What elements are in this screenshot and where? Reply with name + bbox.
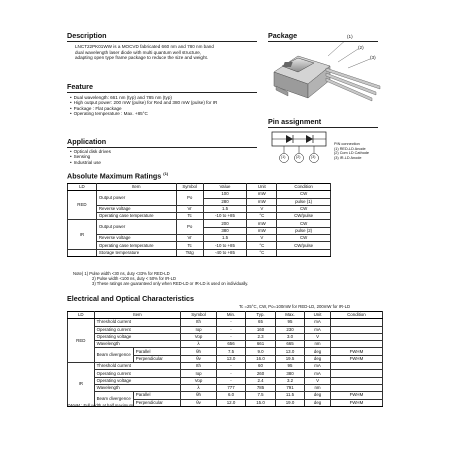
- package-callout-2: (2): [358, 45, 364, 50]
- item-cell: Operating current: [94, 370, 181, 377]
- pin-legend-line: (2) Com LD Cathode: [334, 151, 370, 155]
- min-cell: -: [216, 363, 245, 370]
- description-line: LNCT22PK01WW is a MOCVD fabricated 660 nm and 780 nm band: [75, 44, 214, 49]
- min-cell: 656: [216, 341, 245, 348]
- col-header: Value: [203, 184, 247, 191]
- pin-legend-line: PIN connection: [334, 142, 360, 146]
- symbol-cell: Tstg: [176, 249, 203, 256]
- item-cell: Beam divergence: [94, 348, 133, 363]
- condition-cell: FWHM: [330, 399, 382, 406]
- value-cell: -10 to +85: [203, 242, 247, 249]
- electrical-condition: Tc =25°C, CW, Po=100mW for RED-LD, 200mW for IR-LD: [239, 304, 351, 309]
- min-cell: -: [216, 377, 245, 384]
- typ-cell: 9.0: [246, 348, 275, 355]
- col-header: Unit: [247, 184, 277, 191]
- application-heading: Application: [67, 137, 107, 146]
- condition-cell: pulse (2): [277, 227, 331, 234]
- symbol-cell: Vop: [181, 333, 216, 340]
- unit-cell: °C: [247, 242, 277, 249]
- value-cell: -10 to +85: [203, 213, 247, 220]
- item-cell: Storage temperature: [96, 249, 176, 256]
- note-line: 3) These ratings are guaranteed only when RED-LD or IR-LD is used on individually.: [92, 281, 249, 286]
- unit-cell: V: [247, 235, 277, 242]
- unit-cell: nm: [305, 384, 331, 391]
- abs-max-title: Absolute Maximum Ratings: [67, 171, 162, 181]
- electrical-table: [67, 311, 383, 407]
- condition-cell: [330, 341, 382, 348]
- feature-heading: Feature: [67, 82, 93, 91]
- condition-cell: pulse (1): [277, 198, 331, 205]
- max-cell: 19.5: [275, 355, 305, 362]
- typ-cell: 15.0: [246, 399, 275, 406]
- sub-item-cell: Parallel: [133, 348, 181, 355]
- pin-legend-line: (1) RED-LD Anode: [334, 146, 366, 151]
- item-cell: Threshold current: [94, 363, 181, 370]
- max-cell: 230: [275, 326, 305, 333]
- symbol-cell: Ith: [181, 363, 216, 370]
- item-cell: Reverse voltage: [96, 205, 176, 212]
- abs-max-notes: [73, 271, 248, 286]
- electrical-footnote: FWHM : Full width at half maximum: [67, 403, 134, 408]
- table-row: [68, 235, 331, 242]
- abs-max-header-row: [68, 184, 331, 191]
- typ-cell: 2.3: [246, 333, 275, 340]
- table-row: [68, 348, 383, 355]
- pin-legend-line: (3) IR-LD Anode: [334, 155, 362, 160]
- table-row: [68, 319, 383, 326]
- pin-label-1: (1): [281, 155, 286, 159]
- unit-cell: mA: [305, 363, 331, 370]
- col-header: Symbol: [176, 184, 203, 191]
- pin-label-2: (2): [296, 155, 301, 159]
- symbol-cell: Iop: [181, 326, 216, 333]
- min-cell: -: [216, 319, 245, 326]
- sub-item-cell: Parallel: [133, 392, 181, 399]
- col-header: Condition: [330, 312, 382, 319]
- col-header: Item: [96, 184, 176, 191]
- electrical-header-row: [68, 312, 383, 319]
- symbol-cell: λ: [181, 341, 216, 348]
- col-header: Min.: [216, 312, 245, 319]
- table-row: [68, 191, 331, 198]
- symbol-cell: λ: [181, 384, 216, 391]
- max-cell: 11.5: [275, 392, 305, 399]
- symbol-cell: Po: [176, 191, 203, 206]
- typ-cell: 16.0: [246, 355, 275, 362]
- item-cell: Operating voltage: [94, 333, 181, 340]
- item-cell: Output power: [96, 191, 176, 206]
- symbol-cell: Tc: [176, 213, 203, 220]
- sub-item-cell: Perpendicular: [133, 355, 181, 362]
- typ-cell: 2.4: [246, 377, 275, 384]
- condition-cell: CW: [277, 205, 331, 212]
- min-cell: -: [216, 326, 245, 333]
- description-heading: Description: [67, 31, 107, 40]
- condition-cell: [330, 370, 382, 377]
- max-cell: 3.2: [275, 377, 305, 384]
- pin-legend: [334, 142, 369, 160]
- package-drawing: [268, 42, 390, 112]
- condition-cell: CW/pulse: [277, 242, 331, 249]
- pin-label-3: (3): [311, 155, 316, 159]
- min-cell: 6.0: [216, 392, 245, 399]
- symbol-cell: Vr: [176, 235, 203, 242]
- condition-cell: CW/pulse: [277, 213, 331, 220]
- col-header: LD: [68, 184, 97, 191]
- max-cell: 19.0: [275, 399, 305, 406]
- abs-max-heading: [67, 171, 168, 180]
- condition-cell: [330, 333, 382, 340]
- table-row: [68, 384, 383, 391]
- max-cell: 3.0: [275, 333, 305, 340]
- description-body: [75, 44, 214, 61]
- unit-cell: mW: [247, 227, 277, 234]
- max-cell: 95: [275, 363, 305, 370]
- unit-cell: deg: [305, 392, 331, 399]
- ld-cell: RED: [68, 191, 97, 220]
- feature-item: • High output power: 200 mW (pulse) for Red and 380 mW (pulse) for IR: [70, 100, 217, 105]
- value-cell: 100: [203, 191, 247, 198]
- table-row: [68, 213, 331, 220]
- table-row: [68, 341, 383, 348]
- unit-cell: nm: [305, 341, 331, 348]
- application-item: • Sensing: [70, 154, 111, 159]
- feature-rule: [67, 92, 257, 93]
- symbol-cell: θh: [181, 392, 216, 399]
- application-item: • Industrial use: [70, 160, 111, 165]
- feature-item: • Operating temperature : Max. +85°C: [70, 111, 217, 116]
- item-cell: Output power: [96, 220, 176, 235]
- value-cell: -40 to +85: [203, 249, 247, 256]
- col-header: Condition: [277, 184, 331, 191]
- symbol-cell: Ith: [181, 319, 216, 326]
- item-cell: Operating case temperature: [96, 242, 176, 249]
- item-cell: Operating voltage: [94, 377, 181, 384]
- max-cell: 95: [275, 319, 305, 326]
- sub-item-cell: Perpendicular: [133, 399, 181, 406]
- value-cell: 380: [203, 227, 247, 234]
- unit-cell: mW: [247, 198, 277, 205]
- condition-cell: [330, 326, 382, 333]
- max-cell: 380: [275, 370, 305, 377]
- value-cell: 280: [203, 198, 247, 205]
- value-cell: 200: [203, 220, 247, 227]
- package-heading: Package: [268, 31, 298, 40]
- col-header: LD: [68, 312, 95, 319]
- symbol-cell: Vr: [176, 205, 203, 212]
- symbol-cell: θh: [181, 348, 216, 355]
- typ-cell: 661: [246, 341, 275, 348]
- table-row: [68, 326, 383, 333]
- abs-max-table: [67, 183, 331, 257]
- item-cell: Threshold current: [94, 319, 181, 326]
- min-cell: 7.5: [216, 348, 245, 355]
- condition-cell: [330, 319, 382, 326]
- package-callout-3: (3): [370, 55, 376, 60]
- package-callout-1: (1): [347, 34, 353, 39]
- condition-cell: CW: [277, 220, 331, 227]
- condition-cell: [277, 249, 331, 256]
- table-row: [68, 392, 383, 399]
- item-cell: Operating case temperature: [96, 213, 176, 220]
- typ-cell: 60: [246, 363, 275, 370]
- min-cell: -: [216, 333, 245, 340]
- symbol-cell: Po: [176, 220, 203, 235]
- col-header: Typ.: [246, 312, 275, 319]
- value-cell: 1.5: [203, 205, 247, 212]
- item-cell: Wavelength: [94, 384, 181, 391]
- pin-assignment-heading: Pin assignment: [268, 117, 322, 126]
- max-cell: 791: [275, 384, 305, 391]
- symbol-cell: Vop: [181, 377, 216, 384]
- unit-cell: V: [247, 205, 277, 212]
- condition-cell: FWHM: [330, 355, 382, 362]
- unit-cell: deg: [305, 355, 331, 362]
- typ-cell: 160: [246, 326, 275, 333]
- table-row: [68, 370, 383, 377]
- item-cell: Wavelength: [94, 341, 181, 348]
- condition-cell: FWHM: [330, 392, 382, 399]
- table-row: [68, 363, 383, 370]
- table-row: [68, 377, 383, 384]
- max-cell: 13.0: [275, 348, 305, 355]
- typ-cell: 260: [246, 370, 275, 377]
- condition-cell: [330, 363, 382, 370]
- feature-item: • Package : Flat package: [70, 106, 217, 111]
- table-row: [68, 333, 383, 340]
- value-cell: 1.5: [203, 235, 247, 242]
- description-line: dual wavelength laser diode with multi quantum well structure,: [75, 49, 202, 55]
- col-header: Symbol: [181, 312, 216, 319]
- ld-cell: IR: [68, 220, 97, 249]
- unit-cell: mA: [305, 319, 331, 326]
- item-cell: Reverse voltage: [96, 235, 176, 242]
- unit-cell: mA: [305, 370, 331, 377]
- condition-cell: CW: [277, 235, 331, 242]
- application-list: [70, 149, 111, 165]
- condition-cell: CW: [277, 191, 331, 198]
- condition-cell: [330, 384, 382, 391]
- item-cell: Operating current: [94, 326, 181, 333]
- min-cell: 12.0: [216, 399, 245, 406]
- table-row: [68, 220, 331, 227]
- unit-cell: V: [305, 333, 331, 340]
- table-row: [68, 249, 331, 256]
- symbol-cell: Iop: [181, 370, 216, 377]
- electrical-heading: Electrical and Optical Characteristics: [67, 294, 195, 303]
- unit-cell: °C: [247, 249, 277, 256]
- feature-list: [70, 95, 217, 117]
- unit-cell: mW: [247, 220, 277, 227]
- unit-cell: mA: [305, 326, 331, 333]
- ld-cell: RED: [68, 319, 95, 363]
- symbol-cell: θv: [181, 399, 216, 406]
- condition-cell: FWHM: [330, 348, 382, 355]
- unit-cell: mW: [247, 191, 277, 198]
- condition-cell: [330, 377, 382, 384]
- abs-max-title-sup: (1): [163, 171, 169, 176]
- symbol-cell: θv: [181, 355, 216, 362]
- pin-assignment-rule: [268, 127, 378, 128]
- description-rule: [67, 41, 257, 42]
- col-header: Max.: [275, 312, 305, 319]
- item-cell: Beam divergence: [94, 392, 133, 407]
- symbol-cell: Tc: [176, 242, 203, 249]
- typ-cell: 785: [246, 384, 275, 391]
- application-item: • Optical disk drives: [70, 149, 111, 154]
- typ-cell: 65: [246, 319, 275, 326]
- col-header: Item: [94, 312, 181, 319]
- unit-cell: V: [305, 377, 331, 384]
- description-line: adapting open type frame package to reduce the size and weight.: [75, 55, 209, 61]
- note-line: 2) Pulse width <100 ns, duty < 50% for IR-LD: [92, 276, 177, 281]
- unit-cell: °C: [247, 213, 277, 220]
- typ-cell: 7.5: [246, 392, 275, 399]
- application-rule: [67, 147, 257, 148]
- unit-cell: deg: [305, 399, 331, 406]
- ld-cell: IR: [68, 363, 95, 407]
- min-cell: 13.0: [216, 355, 245, 362]
- min-cell: -: [216, 370, 245, 377]
- max-cell: 665: [275, 341, 305, 348]
- table-row: [68, 242, 331, 249]
- feature-item: • Dual wavelength: 661 nm (typ) and 785 nm (typ): [70, 95, 217, 100]
- table-row: [68, 205, 331, 212]
- unit-cell: deg: [305, 348, 331, 355]
- note-line: Note) 1) Pulse width <30 ns, duty <33% for RED-LD: [73, 271, 170, 276]
- min-cell: 777: [216, 384, 245, 391]
- col-header: Unit: [305, 312, 331, 319]
